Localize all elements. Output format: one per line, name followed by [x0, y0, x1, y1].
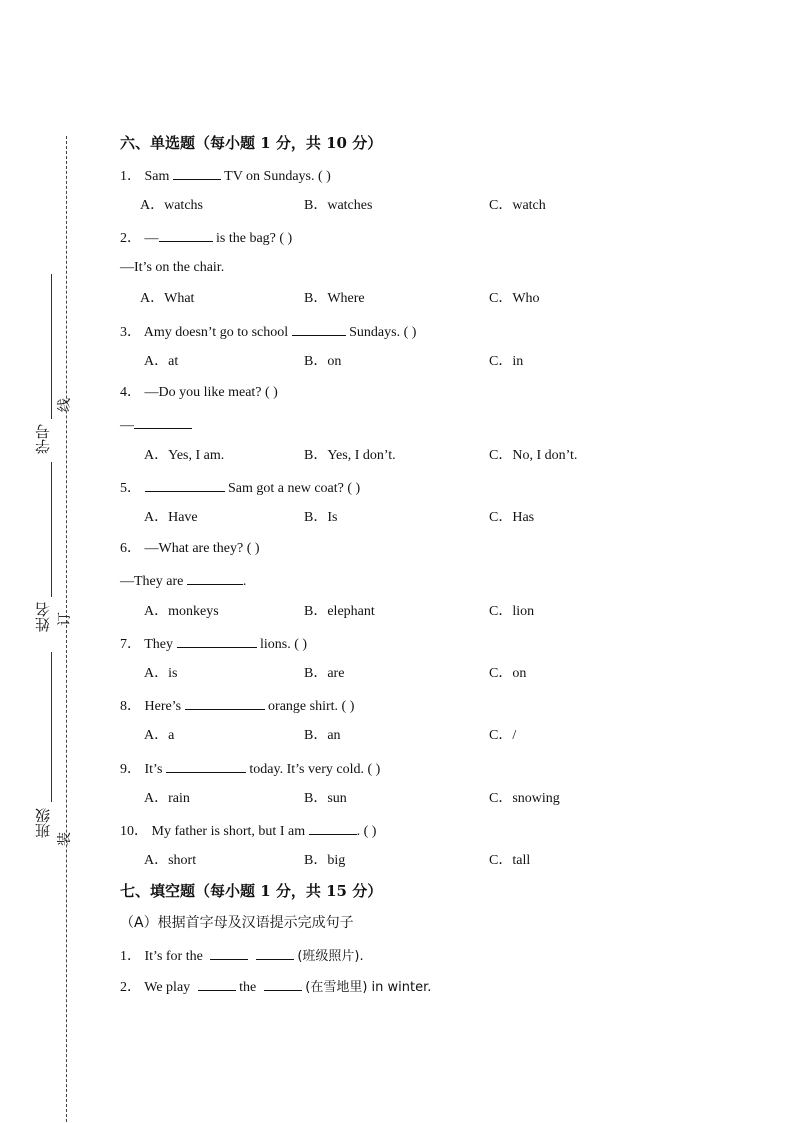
question-text: —What are they? ( ) [144, 541, 260, 556]
question-4 [120, 384, 278, 402]
option-a: A．monkeys [144, 604, 219, 619]
option-b: B．Where [304, 291, 365, 306]
question-5 [120, 478, 360, 498]
option-b: B．big [304, 853, 346, 868]
answer-blank [187, 571, 243, 585]
option-c: C．in [489, 354, 524, 369]
question-number: 8． [120, 699, 141, 714]
chinese-hint: (班级照片). [297, 949, 364, 964]
answer-blank [185, 696, 265, 710]
question-number: 1． [120, 949, 141, 964]
answer-blank [264, 977, 302, 991]
question-number: 9． [120, 762, 141, 777]
option-b: B．elephant [304, 604, 375, 619]
reply-text: — [120, 418, 134, 433]
question-9 [120, 759, 380, 779]
option-b: B．sun [304, 791, 347, 806]
binding-dashed-line [66, 136, 67, 1122]
option-a: A．short [144, 853, 197, 868]
section-7-title: 七、填空题（每小题 1 分，共 15 分） [120, 882, 383, 900]
chinese-hint: (在雪地里) in winter. [305, 980, 432, 995]
question-text: Sundays. ( ) [349, 325, 417, 340]
answer-blank [166, 759, 246, 773]
question-number: 2． [120, 231, 141, 246]
question-text: is the bag? ( ) [216, 231, 293, 246]
question-3 [120, 322, 416, 342]
binding-char-zhuang: 装 [57, 832, 73, 846]
option-c: C．Who [489, 291, 540, 306]
question-text: Sam got a new coat? ( ) [228, 481, 361, 496]
name-field-line [51, 462, 52, 597]
question-2 [120, 228, 292, 248]
answer-blank [173, 166, 221, 180]
fill-item-2 [120, 977, 431, 997]
question-text: lions. ( ) [260, 637, 308, 652]
question-1 [120, 166, 331, 186]
option-b: B．on [304, 354, 342, 369]
option-a: A．Yes, I am. [144, 448, 225, 463]
question-number: 7． [120, 637, 141, 652]
question-number: 5． [120, 481, 141, 496]
fill-item-1 [120, 946, 364, 966]
option-c: C．on [489, 666, 527, 681]
reply-text: . [242, 574, 247, 589]
option-b: B．are [304, 666, 345, 681]
question-text: — [144, 231, 159, 246]
question-number: 2． [120, 980, 141, 995]
option-c: C．/ [489, 728, 517, 743]
question-text: today. It’s very cold. ( ) [249, 762, 381, 777]
question-text: Amy doesn’t go to school [143, 325, 289, 340]
number-field-line [51, 274, 52, 419]
option-b: B．watches [304, 198, 373, 213]
question-6 [120, 540, 260, 558]
section-7-subtitle: （A）根据首字母及汉语提示完成句子 [120, 915, 354, 931]
question-text: We play [144, 980, 191, 995]
question-2-reply: —It’s on the chair. [120, 260, 225, 275]
class-label: 班级 [34, 808, 52, 838]
question-number: 4． [120, 385, 141, 400]
question-text: —Do you like meat? ( ) [144, 385, 278, 400]
option-a: A．a [144, 728, 175, 743]
question-text: the [239, 980, 257, 995]
option-a: A．rain [144, 791, 190, 806]
question-4-reply [120, 415, 192, 435]
option-c: C．Has [489, 510, 535, 525]
answer-blank [256, 946, 294, 960]
binding-char-xian: 线 [57, 398, 73, 412]
option-a: A．is [144, 666, 178, 681]
question-10 [120, 821, 376, 841]
option-a: A．What [140, 291, 195, 306]
option-b: B．Yes, I don’t. [304, 448, 396, 463]
question-7 [120, 634, 307, 654]
option-c: C．snowing [489, 791, 560, 806]
question-number: 10． [120, 824, 148, 839]
class-field-line [51, 652, 52, 802]
question-text: . ( ) [356, 824, 377, 839]
question-text: It’s for the [144, 949, 203, 964]
question-text: TV on Sundays. ( ) [224, 169, 331, 184]
binding-char-ding: 订 [57, 612, 73, 626]
reply-text: —They are [120, 574, 184, 589]
option-c: C．watch [489, 198, 546, 213]
question-text: They [144, 637, 174, 652]
answer-blank [309, 821, 357, 835]
answer-blank [177, 634, 257, 648]
question-text: Sam [144, 169, 170, 184]
question-text: It’s [144, 762, 163, 777]
option-b: B．an [304, 728, 341, 743]
question-6-reply [120, 571, 246, 591]
section-6-title: 六、单选题（每小题 1 分，共 10 分） [120, 134, 383, 152]
option-a: A．at [144, 354, 179, 369]
question-text: My father is short, but I am [151, 824, 306, 839]
option-c: C．tall [489, 853, 531, 868]
option-b: B．Is [304, 510, 338, 525]
answer-blank [292, 322, 346, 336]
answer-blank [198, 977, 236, 991]
name-label: 姓名 [34, 602, 52, 632]
option-a: A．watchs [140, 198, 203, 213]
question-text: Here’s [144, 699, 182, 714]
answer-blank [134, 415, 192, 429]
answer-blank [145, 478, 225, 492]
question-number: 3． [120, 325, 141, 340]
number-label: 学号 [34, 424, 52, 454]
question-text: orange shirt. ( ) [268, 699, 355, 714]
question-number: 1． [120, 169, 141, 184]
answer-blank [210, 946, 248, 960]
question-8 [120, 696, 354, 716]
question-number: 6． [120, 541, 141, 556]
option-a: A．Have [144, 510, 198, 525]
option-c: C．lion [489, 604, 535, 619]
answer-blank [159, 228, 213, 242]
option-c: C．No, I don’t. [489, 448, 578, 463]
